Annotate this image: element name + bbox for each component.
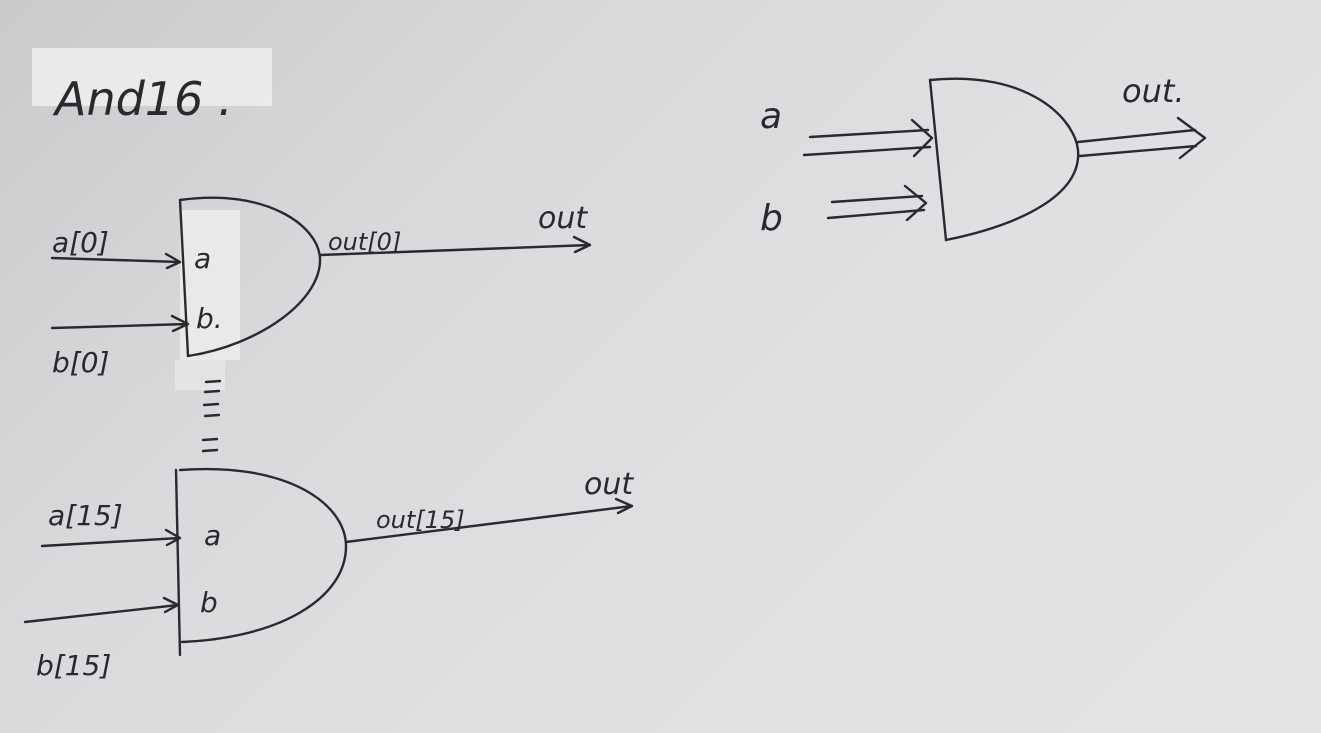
gate-15-pin-b: b: [200, 586, 218, 619]
gate-15-output-label: out[15]: [376, 506, 465, 534]
bus-gate-output-label: out.: [1122, 72, 1185, 110]
bus-gate-input-a-label: a: [760, 96, 783, 137]
gate-0-input-b-arrow: [52, 316, 188, 331]
and-gate-bit-15: [25, 467, 634, 682]
correction-patch: [180, 210, 240, 360]
and-gate-bit-0: [52, 198, 590, 379]
gate-0-input-a-label: a[0]: [52, 226, 109, 259]
bus-gate-input-b-label: b: [760, 198, 783, 239]
gate-0-pin-a: a: [194, 242, 212, 275]
bus-gate-output-arrow: [1078, 118, 1205, 158]
ellipsis-marks: [203, 381, 220, 451]
gate-15-pin-a: a: [204, 519, 222, 552]
gate-0-pin-b: b.: [196, 302, 223, 335]
gate-15-input-a-label: a[15]: [48, 499, 123, 532]
bus-gate-input-a-arrow: [804, 120, 932, 156]
gate-0-out-arrow-label: out: [538, 201, 588, 236]
gate-15-out-arrow-label: out: [584, 467, 634, 502]
bus-gate-body-curve: [930, 79, 1078, 240]
bus-gate-input-b-arrow: [828, 186, 926, 220]
gate-15-input-b-arrow: [25, 598, 178, 622]
bus-gate-body-left: [930, 80, 946, 240]
gate-15-input-b-label: b[15]: [36, 649, 112, 682]
gate-0-output-label: out[0]: [328, 228, 402, 256]
gate-0-input-b-label: b[0]: [52, 346, 110, 379]
ellipsis-dots: [203, 381, 220, 451]
gate-15-body-left: [176, 470, 180, 655]
gate-15-input-a-arrow: [42, 530, 180, 546]
and-gate-bus: [760, 72, 1205, 240]
diagram-title: And16 .: [55, 72, 233, 126]
correction-patch: [175, 360, 225, 390]
